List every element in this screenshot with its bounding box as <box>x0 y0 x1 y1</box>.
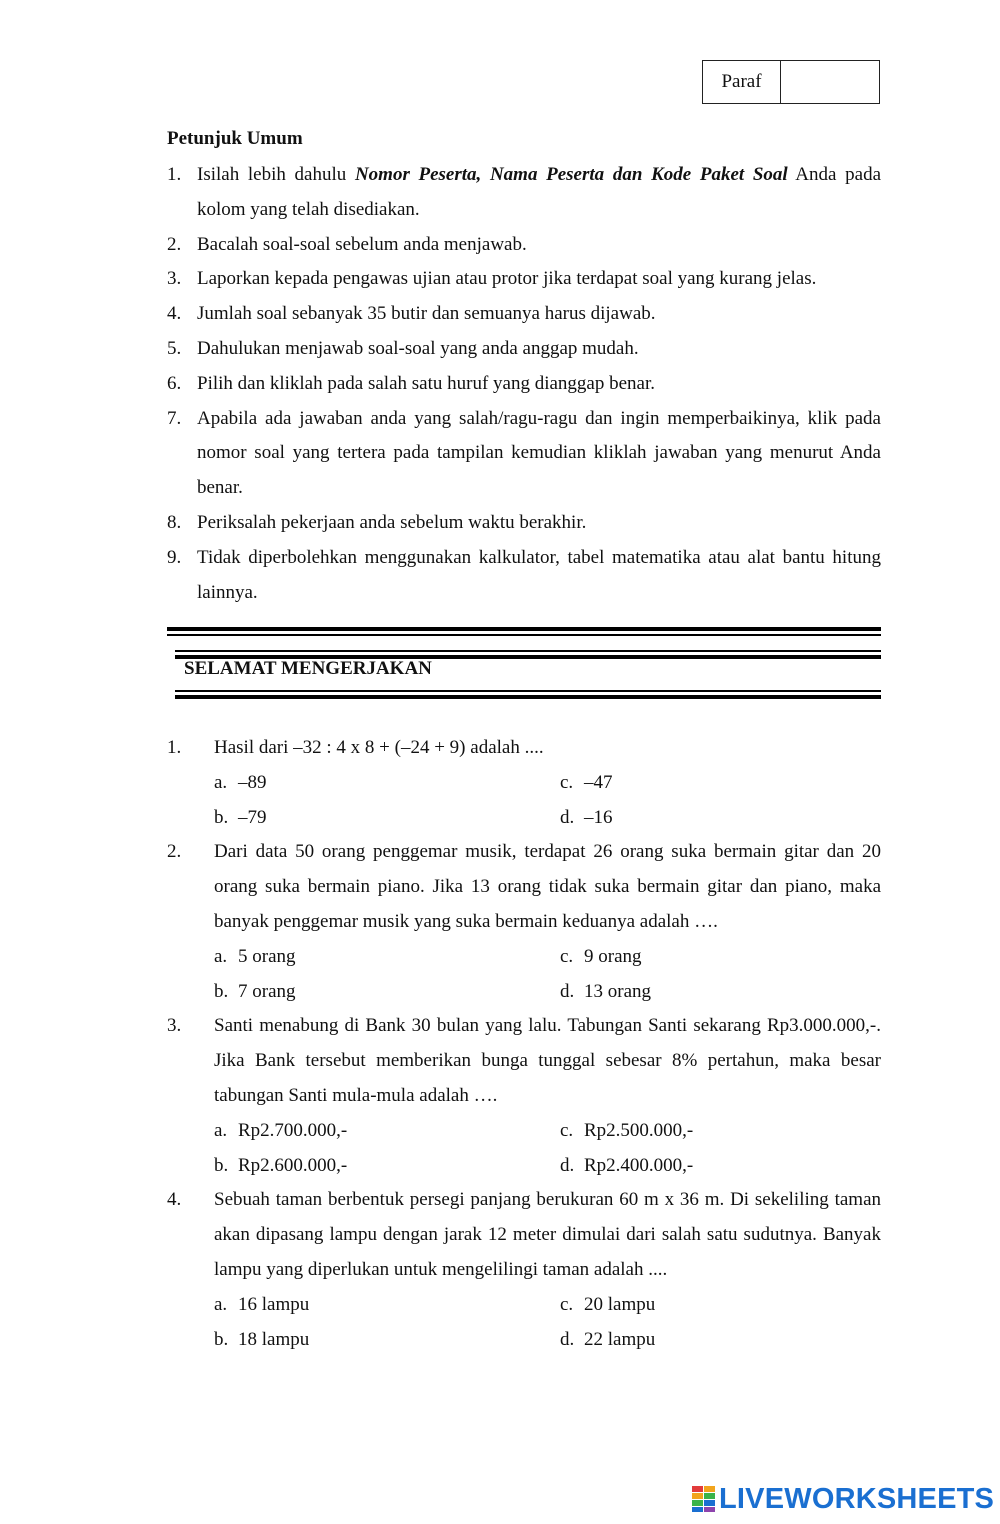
instruction-number: 4. <box>167 303 182 325</box>
option-text: –16 <box>584 806 613 828</box>
option-letter: a. <box>214 945 228 967</box>
answer-option-b[interactable] <box>214 975 560 1010</box>
option-text: Rp2.400.000,- <box>584 1154 694 1176</box>
option-text: –89 <box>238 771 267 793</box>
question-text: Dari data 50 orang penggemar musik, terdapat 26 orang suka bermain gitar dan 20 orang suka bermain piano. Jika 13 orang tidak suka bermain gitar dan piano, maka banyak penggemar musik yang suka bermain keduanya adalah …. <box>214 841 881 932</box>
question <box>167 835 881 1009</box>
option-letter: a. <box>214 771 228 793</box>
instruction-number: 5. <box>167 337 182 359</box>
option-text: –79 <box>238 806 267 828</box>
option-text: Rp2.600.000,- <box>238 1154 348 1176</box>
instruction-text: Dahulukan menjawab soal-soal yang anda anggap mudah. <box>197 337 639 359</box>
option-letter: b. <box>214 1328 229 1350</box>
answer-option-b[interactable] <box>214 1149 560 1184</box>
option-letter: d. <box>560 1328 575 1350</box>
answer-option-a[interactable] <box>214 1114 560 1149</box>
answer-options <box>214 766 881 836</box>
instruction-text-post: Anda pada kolom yang telah disediakan. <box>197 164 881 220</box>
question-text: Santi menabung di Bank 30 bulan yang lalu. Tabungan Santi sekarang Rp3.000.000,-. Jika Bank tersebut memberikan bunga tunggal sebesar 8% pertahun, maka besar tabungan Santi mula-mula adalah …. <box>214 1015 881 1106</box>
option-letter: b. <box>214 806 229 828</box>
option-text: 13 orang <box>584 980 652 1002</box>
option-text: Rp2.700.000,- <box>238 1119 348 1141</box>
instruction-item <box>167 262 881 297</box>
instructions-title: Petunjuk Umum <box>167 128 303 149</box>
answer-options <box>214 1114 881 1184</box>
option-text: 18 lampu <box>238 1328 310 1350</box>
instruction-item <box>167 402 881 506</box>
option-text: 7 orang <box>238 980 296 1002</box>
question <box>167 1009 881 1183</box>
option-letter: d. <box>560 980 575 1002</box>
answer-options <box>214 940 881 1010</box>
instruction-number: 9. <box>167 546 182 568</box>
answer-option-b[interactable] <box>214 1323 560 1358</box>
instruction-item <box>167 541 881 611</box>
instruction-item <box>167 367 881 402</box>
answer-option-a[interactable] <box>214 1288 560 1323</box>
option-letter: a. <box>214 1293 228 1315</box>
answer-option-b[interactable] <box>214 801 560 836</box>
question-body <box>214 1009 881 1183</box>
option-letter: a. <box>214 1119 228 1141</box>
instruction-text: Bacalah soal-soal sebelum anda menjawab. <box>197 233 527 255</box>
answer-option-d[interactable] <box>560 801 881 836</box>
answer-options <box>214 1288 881 1358</box>
instruction-text-emphasis: Nomor Peserta, Nama Peserta dan Kode Paket Soal <box>354 164 788 185</box>
option-letter: d. <box>560 806 575 828</box>
instruction-text: Tidak diperbolehkan menggunakan kalkulator, tabel matematika atau alat bantu hitung lainnya. <box>197 546 881 603</box>
option-text: –47 <box>584 771 613 793</box>
instruction-text <box>197 158 881 228</box>
instruction-text: Apabila ada jawaban anda yang salah/ragu-ragu dan ingin memperbaikinya, klik pada nomor soal yang tertera pada tampilan kemudian kliklah jawaban yang menurut Anda benar. <box>197 407 881 499</box>
question-number: 4. <box>167 1189 182 1211</box>
instruction-item <box>167 158 881 228</box>
answer-option-d[interactable] <box>560 975 881 1010</box>
instruction-text: Jumlah soal sebanyak 35 butir dan semuanya harus dijawab. <box>197 303 656 325</box>
question-body <box>214 835 881 1009</box>
option-text: Rp2.500.000,- <box>584 1119 694 1141</box>
option-text: 5 orang <box>238 945 296 967</box>
answer-option-d[interactable] <box>560 1149 881 1184</box>
instruction-number: 2. <box>167 233 182 255</box>
answer-option-c[interactable] <box>560 940 881 975</box>
option-letter: b. <box>214 980 229 1002</box>
question-number: 1. <box>167 737 182 758</box>
instruction-number: 7. <box>167 407 182 429</box>
option-letter: c. <box>560 1119 574 1141</box>
option-text: 16 lampu <box>238 1293 310 1315</box>
question-body <box>214 731 881 835</box>
question <box>167 731 881 835</box>
option-text: 22 lampu <box>584 1328 656 1350</box>
brand-logo <box>692 1484 994 1514</box>
instruction-text-pre: Isilah lebih dahulu <box>197 164 355 185</box>
answer-option-c[interactable] <box>560 766 881 801</box>
divider-line <box>175 650 881 652</box>
question-body <box>214 1183 881 1357</box>
liveworksheets-logo-icon <box>692 1486 716 1512</box>
instruction-text: Pilih dan kliklah pada salah satu huruf yang dianggap benar. <box>197 372 655 394</box>
divider-line <box>175 690 881 692</box>
answer-option-a[interactable] <box>214 766 560 801</box>
divider-line <box>167 634 881 636</box>
instruction-number: 1. <box>167 164 182 185</box>
instruction-item <box>167 332 881 367</box>
question <box>167 1183 881 1357</box>
option-letter: c. <box>560 771 574 793</box>
answer-option-c[interactable] <box>560 1288 881 1323</box>
question-text: Hasil dari –32 : 4 x 8 + (–24 + 9) adalah .... <box>214 737 544 758</box>
question-text: Sebuah taman berbentuk persegi panjang berukuran 60 m x 36 m. Di sekeliling taman akan dipasang lampu dengan jarak 12 meter dimulai dari salah satu sudutnya. Banyak lampu yang diperlukan untuk mengelilingi taman adalah .... <box>214 1189 881 1280</box>
option-letter: c. <box>560 1293 574 1315</box>
instructions-list <box>167 158 881 610</box>
banner-title: SELAMAT MENGERJAKAN <box>184 658 432 679</box>
instruction-item <box>167 506 881 541</box>
question-list <box>167 731 881 1357</box>
instruction-item <box>167 228 881 263</box>
option-letter: b. <box>214 1154 229 1176</box>
instruction-text: Laporkan kepada pengawas ujian atau protor jika terdapat soal yang kurang jelas. <box>197 268 817 290</box>
paraf-signature-cell <box>781 61 879 103</box>
answer-option-d[interactable] <box>560 1323 881 1358</box>
instruction-number: 8. <box>167 511 182 533</box>
instruction-number: 3. <box>167 268 182 290</box>
paraf-box <box>702 60 880 104</box>
option-text: 20 lampu <box>584 1293 656 1315</box>
question-number: 3. <box>167 1015 182 1037</box>
answer-option-c[interactable] <box>560 1114 881 1149</box>
question-number: 2. <box>167 841 182 863</box>
brand-name: LIVEWORKSHEETS <box>719 1482 995 1515</box>
divider-line <box>175 695 881 699</box>
instruction-item <box>167 297 881 332</box>
option-letter: c. <box>560 945 574 967</box>
instruction-number: 6. <box>167 372 182 394</box>
instruction-text: Periksalah pekerjaan anda sebelum waktu berakhir. <box>197 511 587 533</box>
answer-option-a[interactable] <box>214 940 560 975</box>
option-letter: d. <box>560 1154 575 1176</box>
option-text: 9 orang <box>584 945 642 967</box>
divider-line <box>167 627 881 631</box>
paraf-label: Paraf <box>703 61 781 103</box>
